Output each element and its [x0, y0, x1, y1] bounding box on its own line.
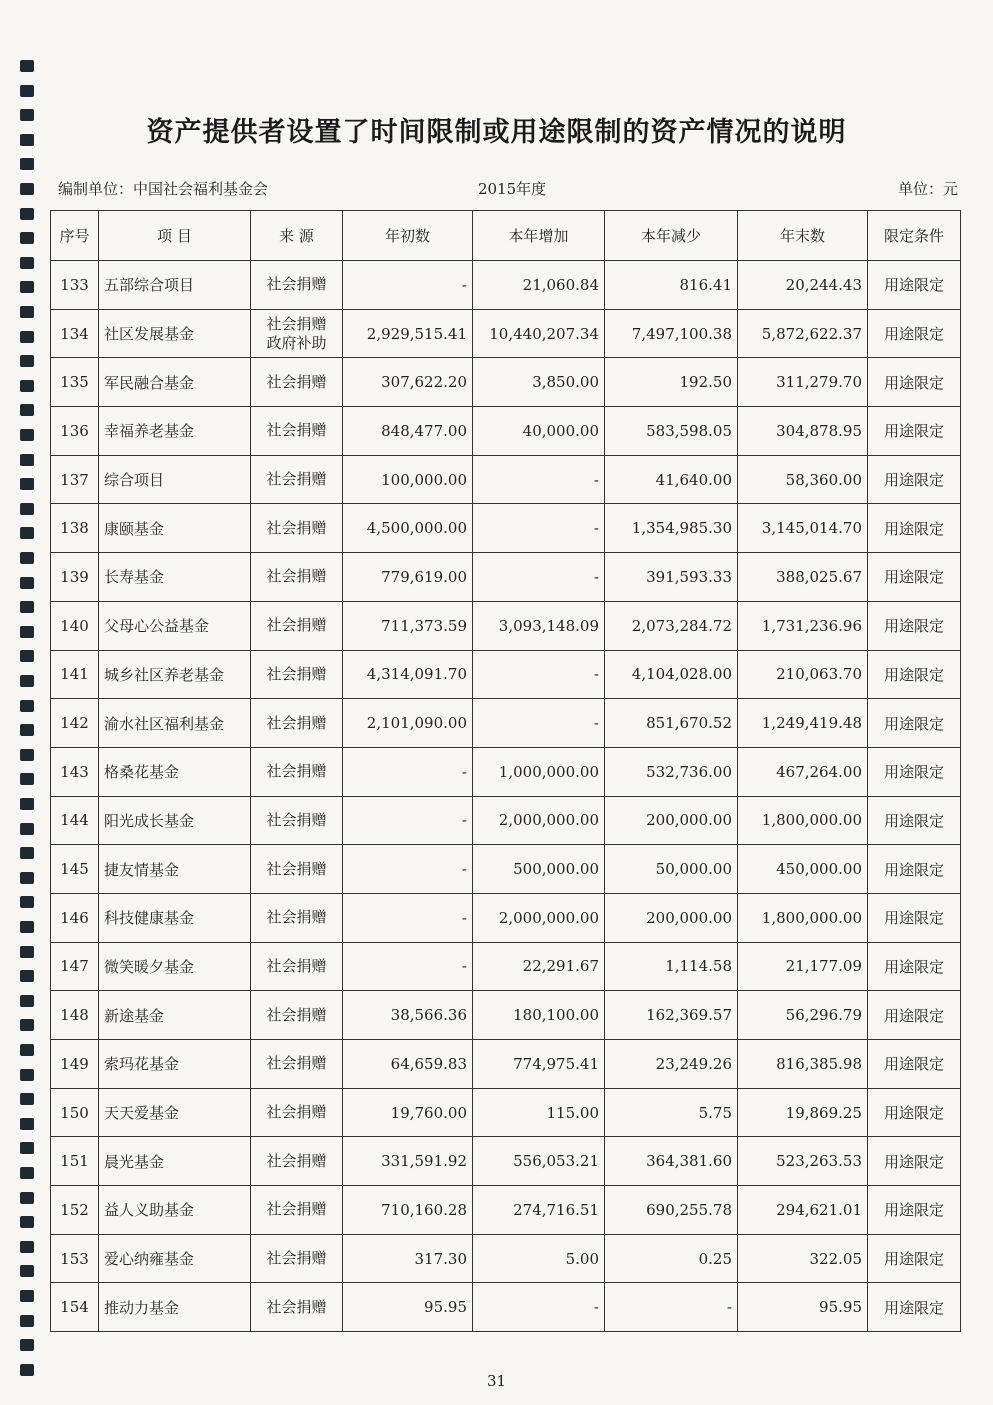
row-opening: 307,622.20: [343, 358, 473, 407]
row-opening: 19,760.00: [343, 1088, 473, 1137]
row-restriction: 用途限定: [868, 650, 961, 699]
row-source: 社会捐赠: [251, 261, 343, 310]
row-index: 146: [51, 893, 99, 942]
table-row: [51, 553, 961, 602]
binding-hole: [20, 85, 34, 97]
binding-hole: [20, 1339, 34, 1351]
restricted-assets-table: [50, 210, 961, 1332]
row-restriction: 用途限定: [868, 358, 961, 407]
row-closing: 3,145,014.70: [738, 504, 868, 553]
row-restriction: 用途限定: [868, 1234, 961, 1283]
row-source: 社会捐赠: [251, 893, 343, 942]
row-restriction: 用途限定: [868, 747, 961, 796]
row-item: 捷友情基金: [99, 845, 251, 894]
row-index: 145: [51, 845, 99, 894]
table-row: [51, 650, 961, 699]
row-restriction: 用途限定: [868, 845, 961, 894]
row-closing: 21,177.09: [738, 942, 868, 991]
binding-hole: [20, 331, 34, 343]
row-index: 141: [51, 650, 99, 699]
row-opening: -: [343, 261, 473, 310]
row-item: 阳光成长基金: [99, 796, 251, 845]
table-header-row: [51, 211, 961, 261]
row-closing: 19,869.25: [738, 1088, 868, 1137]
row-source: 社会捐赠: [251, 455, 343, 504]
binding-hole: [20, 970, 34, 982]
row-increase: 115.00: [473, 1088, 605, 1137]
row-decrease: 50,000.00: [605, 845, 738, 894]
report-year: 2015年度: [478, 180, 547, 198]
row-closing: 523,263.53: [738, 1137, 868, 1186]
row-index: 149: [51, 1040, 99, 1089]
row-opening: 848,477.00: [343, 407, 473, 456]
table-row: [51, 942, 961, 991]
table-row: [51, 261, 961, 310]
row-index: 152: [51, 1186, 99, 1235]
binding-hole: [20, 577, 34, 589]
row-closing: 1,249,419.48: [738, 699, 868, 748]
table-row: [51, 1186, 961, 1235]
row-item: 爱心纳雍基金: [99, 1234, 251, 1283]
header-restriction: 限定条件: [868, 211, 961, 261]
row-closing: 322.05: [738, 1234, 868, 1283]
row-opening: 2,101,090.00: [343, 699, 473, 748]
row-item: 渝水社区福利基金: [99, 699, 251, 748]
row-closing: 294,621.01: [738, 1186, 868, 1235]
row-decrease: 1,354,985.30: [605, 504, 738, 553]
page-number: 31: [486, 1372, 507, 1390]
binding-hole: [20, 429, 34, 441]
binding-hole: [20, 749, 34, 761]
row-item: 父母心公益基金: [99, 601, 251, 650]
row-restriction: 用途限定: [868, 455, 961, 504]
row-increase: 22,291.67: [473, 942, 605, 991]
row-item: 科技健康基金: [99, 893, 251, 942]
row-item: 格桑花基金: [99, 747, 251, 796]
row-source: 社会捐赠: [251, 650, 343, 699]
row-closing: 1,800,000.00: [738, 796, 868, 845]
row-decrease: 532,736.00: [605, 747, 738, 796]
binding-hole: [20, 896, 34, 908]
row-index: 138: [51, 504, 99, 553]
row-index: 133: [51, 261, 99, 310]
table-row: [51, 893, 961, 942]
row-opening: 2,929,515.41: [343, 309, 473, 358]
binding-hole: [20, 355, 34, 367]
binding-hole: [20, 946, 34, 958]
row-index: 139: [51, 553, 99, 602]
row-increase: 2,000,000.00: [473, 796, 605, 845]
row-index: 151: [51, 1137, 99, 1186]
row-restriction: 用途限定: [868, 309, 961, 358]
row-source: 社会捐赠: [251, 1283, 343, 1332]
binding-hole: [20, 823, 34, 835]
table-row: [51, 504, 961, 553]
binding-hole: [20, 626, 34, 638]
row-source: 社会捐赠: [251, 1186, 343, 1235]
header-decrease: 本年减少: [605, 211, 738, 261]
row-opening: 4,500,000.00: [343, 504, 473, 553]
row-closing: 56,296.79: [738, 991, 868, 1040]
binding-hole: [20, 1019, 34, 1031]
table-row: [51, 309, 961, 358]
row-restriction: 用途限定: [868, 1088, 961, 1137]
binding-hole: [20, 1142, 34, 1154]
table-row: [51, 991, 961, 1040]
row-decrease: 23,249.26: [605, 1040, 738, 1089]
row-index: 147: [51, 942, 99, 991]
currency-unit: 单位：元: [897, 180, 958, 198]
binding-hole: [20, 183, 34, 195]
row-index: 137: [51, 455, 99, 504]
row-restriction: 用途限定: [868, 942, 961, 991]
row-item: 幸福养老基金: [99, 407, 251, 456]
row-source: 社会捐赠 政府补助: [251, 309, 343, 358]
row-opening: 38,566.36: [343, 991, 473, 1040]
row-source: 社会捐赠: [251, 601, 343, 650]
binding-hole: [20, 675, 34, 687]
row-restriction: 用途限定: [868, 1137, 961, 1186]
row-closing: 20,244.43: [738, 261, 868, 310]
binding-hole: [20, 798, 34, 810]
row-restriction: 用途限定: [868, 893, 961, 942]
header-opening: 年初数: [343, 211, 473, 261]
row-increase: -: [473, 650, 605, 699]
row-opening: -: [343, 796, 473, 845]
row-restriction: 用途限定: [868, 991, 961, 1040]
row-source: 社会捐赠: [251, 1234, 343, 1283]
row-source: 社会捐赠: [251, 747, 343, 796]
row-closing: 467,264.00: [738, 747, 868, 796]
binding-hole: [20, 1069, 34, 1081]
row-increase: -: [473, 699, 605, 748]
binding-hole: [20, 454, 34, 466]
row-opening: 779,619.00: [343, 553, 473, 602]
page-title: 资产提供者设置了时间限制或用途限制的资产情况的说明: [146, 117, 847, 148]
row-restriction: 用途限定: [868, 1186, 961, 1235]
row-increase: 774,975.41: [473, 1040, 605, 1089]
row-index: 154: [51, 1283, 99, 1332]
row-increase: 21,060.84: [473, 261, 605, 310]
row-opening: -: [343, 845, 473, 894]
row-decrease: 200,000.00: [605, 796, 738, 845]
row-restriction: 用途限定: [868, 407, 961, 456]
row-decrease: 690,255.78: [605, 1186, 738, 1235]
binding-hole: [20, 208, 34, 220]
binding-hole: [20, 1167, 34, 1179]
row-closing: 1,800,000.00: [738, 893, 868, 942]
row-index: 150: [51, 1088, 99, 1137]
binding-hole: [20, 281, 34, 293]
row-item: 城乡社区养老基金: [99, 650, 251, 699]
binding-hole: [20, 921, 34, 933]
row-item: 晨光基金: [99, 1137, 251, 1186]
table-row: [51, 699, 961, 748]
row-closing: 210,063.70: [738, 650, 868, 699]
row-closing: 1,731,236.96: [738, 601, 868, 650]
row-index: 148: [51, 991, 99, 1040]
table-row: [51, 1040, 961, 1089]
row-source: 社会捐赠: [251, 845, 343, 894]
binding-hole: [20, 1192, 34, 1204]
row-source: 社会捐赠: [251, 1088, 343, 1137]
row-increase: 556,053.21: [473, 1137, 605, 1186]
row-source: 社会捐赠: [251, 358, 343, 407]
row-closing: 388,025.67: [738, 553, 868, 602]
row-index: 135: [51, 358, 99, 407]
row-item: 社区发展基金: [99, 309, 251, 358]
binding-hole: [20, 1093, 34, 1105]
row-item: 新途基金: [99, 991, 251, 1040]
row-increase: -: [473, 553, 605, 602]
row-source: 社会捐赠: [251, 699, 343, 748]
binding-hole: [20, 724, 34, 736]
row-index: 140: [51, 601, 99, 650]
row-source: 社会捐赠: [251, 942, 343, 991]
row-opening: 317.30: [343, 1234, 473, 1283]
binding-hole: [20, 1044, 34, 1056]
header-source: 来 源: [251, 211, 343, 261]
row-item: 军民融合基金: [99, 358, 251, 407]
row-item: 索玛花基金: [99, 1040, 251, 1089]
row-item: 推动力基金: [99, 1283, 251, 1332]
row-decrease: -: [605, 1283, 738, 1332]
row-increase: 500,000.00: [473, 845, 605, 894]
row-increase: 274,716.51: [473, 1186, 605, 1235]
binding-hole: [20, 1290, 34, 1302]
row-increase: 2,000,000.00: [473, 893, 605, 942]
binding-hole: [20, 773, 34, 785]
binding-hole: [20, 1315, 34, 1327]
spiral-binding: [14, 40, 40, 1380]
binding-hole: [20, 601, 34, 613]
row-increase: 1,000,000.00: [473, 747, 605, 796]
row-source: 社会捐赠: [251, 553, 343, 602]
row-opening: 711,373.59: [343, 601, 473, 650]
row-decrease: 364,381.60: [605, 1137, 738, 1186]
row-decrease: 2,073,284.72: [605, 601, 738, 650]
table-row: [51, 455, 961, 504]
table-row: [51, 1088, 961, 1137]
row-closing: 5,872,622.37: [738, 309, 868, 358]
row-increase: 3,093,148.09: [473, 601, 605, 650]
binding-hole: [20, 872, 34, 884]
row-source: 社会捐赠: [251, 504, 343, 553]
row-increase: 3,850.00: [473, 358, 605, 407]
binding-hole: [20, 232, 34, 244]
row-increase: -: [473, 1283, 605, 1332]
row-decrease: 192.50: [605, 358, 738, 407]
row-increase: 180,100.00: [473, 991, 605, 1040]
table-row: [51, 1137, 961, 1186]
row-opening: 100,000.00: [343, 455, 473, 504]
binding-hole: [20, 650, 34, 662]
binding-hole: [20, 1118, 34, 1130]
table-row: [51, 747, 961, 796]
compiling-unit: 编制单位：中国社会福利基金会: [58, 180, 269, 198]
row-closing: 311,279.70: [738, 358, 868, 407]
binding-hole: [20, 552, 34, 564]
row-decrease: 816.41: [605, 261, 738, 310]
row-closing: 304,878.95: [738, 407, 868, 456]
table-row: [51, 1234, 961, 1283]
header-closing: 年末数: [738, 211, 868, 261]
header-item: 项 目: [99, 211, 251, 261]
row-decrease: 1,114.58: [605, 942, 738, 991]
binding-hole: [20, 1241, 34, 1253]
row-restriction: 用途限定: [868, 601, 961, 650]
row-item: 综合项目: [99, 455, 251, 504]
row-index: 136: [51, 407, 99, 456]
row-restriction: 用途限定: [868, 261, 961, 310]
row-item: 益人义助基金: [99, 1186, 251, 1235]
binding-hole: [20, 257, 34, 269]
row-restriction: 用途限定: [868, 699, 961, 748]
row-source: 社会捐赠: [251, 1040, 343, 1089]
row-closing: 816,385.98: [738, 1040, 868, 1089]
table-row: [51, 845, 961, 894]
row-restriction: 用途限定: [868, 553, 961, 602]
binding-hole: [20, 380, 34, 392]
binding-hole: [20, 503, 34, 515]
row-increase: 40,000.00: [473, 407, 605, 456]
row-decrease: 391,593.33: [605, 553, 738, 602]
row-source: 社会捐赠: [251, 796, 343, 845]
row-increase: 5.00: [473, 1234, 605, 1283]
table-row: [51, 407, 961, 456]
row-opening: -: [343, 893, 473, 942]
row-restriction: 用途限定: [868, 1040, 961, 1089]
row-decrease: 851,670.52: [605, 699, 738, 748]
row-item: 长寿基金: [99, 553, 251, 602]
row-source: 社会捐赠: [251, 1137, 343, 1186]
row-source: 社会捐赠: [251, 407, 343, 456]
table-row: [51, 601, 961, 650]
row-opening: -: [343, 942, 473, 991]
row-increase: 10,440,207.34: [473, 309, 605, 358]
report-meta: [58, 178, 958, 200]
binding-hole: [20, 478, 34, 490]
header-increase: 本年增加: [473, 211, 605, 261]
row-opening: 64,659.83: [343, 1040, 473, 1089]
binding-hole: [20, 1216, 34, 1228]
row-restriction: 用途限定: [868, 1283, 961, 1332]
binding-hole: [20, 700, 34, 712]
binding-hole: [20, 404, 34, 416]
row-decrease: 7,497,100.38: [605, 309, 738, 358]
row-restriction: 用途限定: [868, 504, 961, 553]
row-decrease: 583,598.05: [605, 407, 738, 456]
table-row: [51, 796, 961, 845]
row-increase: -: [473, 504, 605, 553]
row-decrease: 41,640.00: [605, 455, 738, 504]
header-index: 序号: [51, 211, 99, 261]
binding-hole: [20, 1265, 34, 1277]
binding-hole: [20, 158, 34, 170]
row-closing: 95.95: [738, 1283, 868, 1332]
row-decrease: 200,000.00: [605, 893, 738, 942]
row-decrease: 5.75: [605, 1088, 738, 1137]
row-restriction: 用途限定: [868, 796, 961, 845]
row-closing: 58,360.00: [738, 455, 868, 504]
row-index: 143: [51, 747, 99, 796]
table-row: [51, 1283, 961, 1332]
table-row: [51, 358, 961, 407]
row-index: 134: [51, 309, 99, 358]
row-decrease: 0.25: [605, 1234, 738, 1283]
row-increase: -: [473, 455, 605, 504]
row-index: 142: [51, 699, 99, 748]
binding-hole: [20, 60, 34, 72]
row-decrease: 162,369.57: [605, 991, 738, 1040]
row-item: 微笑暖夕基金: [99, 942, 251, 991]
row-item: 天天爱基金: [99, 1088, 251, 1137]
binding-hole: [20, 847, 34, 859]
row-closing: 450,000.00: [738, 845, 868, 894]
row-decrease: 4,104,028.00: [605, 650, 738, 699]
row-opening: 4,314,091.70: [343, 650, 473, 699]
row-index: 144: [51, 796, 99, 845]
binding-hole: [20, 527, 34, 539]
binding-hole: [20, 306, 34, 318]
binding-hole: [20, 995, 34, 1007]
row-opening: 331,591.92: [343, 1137, 473, 1186]
row-opening: 95.95: [343, 1283, 473, 1332]
row-opening: 710,160.28: [343, 1186, 473, 1235]
row-source: 社会捐赠: [251, 991, 343, 1040]
row-item: 五部综合项目: [99, 261, 251, 310]
row-opening: -: [343, 747, 473, 796]
row-index: 153: [51, 1234, 99, 1283]
row-item: 康颐基金: [99, 504, 251, 553]
